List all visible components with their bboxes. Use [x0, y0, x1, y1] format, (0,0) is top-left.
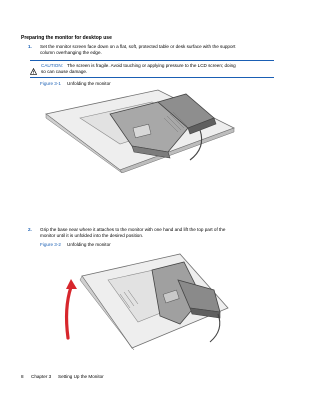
caution-bottom-rule — [30, 77, 274, 78]
figure-1-label: Figure 3-1 — [40, 81, 61, 86]
footer-chapter-title: Setting Up the Monitor — [58, 374, 104, 379]
caution-top-rule — [30, 60, 274, 61]
step-2-text-line1: Grip the base near where it attaches to the monitor with one hand and lift the top part of the — [40, 227, 226, 232]
caution-text-line2: so can cause damage. — [41, 69, 88, 74]
step-1-text-line1: Set the monitor screen face down on a flat, soft, protected table or desk surface with the support — [40, 44, 236, 49]
step-2-text-line2: monitor until it is unfolded into the desired position. — [40, 233, 144, 238]
caution-label: CAUTION: — [41, 63, 63, 68]
figure-1-title: Unfolding the monitor — [67, 81, 111, 86]
step-1-text-line2: column overhanging the edge. — [40, 50, 102, 55]
caution-icon — [30, 62, 37, 69]
footer-chapter: Chapter 3 — [31, 374, 52, 379]
figure-1-illustration — [40, 88, 240, 173]
lift-arrow-icon — [62, 278, 78, 340]
caution-text-line1: The screen is fragile. Avoid touching or applying pressure to the LCD screen; doing — [67, 63, 236, 68]
section-title: Preparing the monitor for desktop use — [21, 35, 112, 41]
figure-2-title: Unfolding the monitor — [67, 242, 111, 247]
step-2-number: 2. — [28, 227, 32, 232]
footer-page-number: 8 — [21, 374, 24, 379]
figure-2-illustration — [60, 250, 240, 350]
figure-2-label: Figure 3-2 — [40, 242, 61, 247]
step-1-number: 1. — [28, 44, 32, 49]
